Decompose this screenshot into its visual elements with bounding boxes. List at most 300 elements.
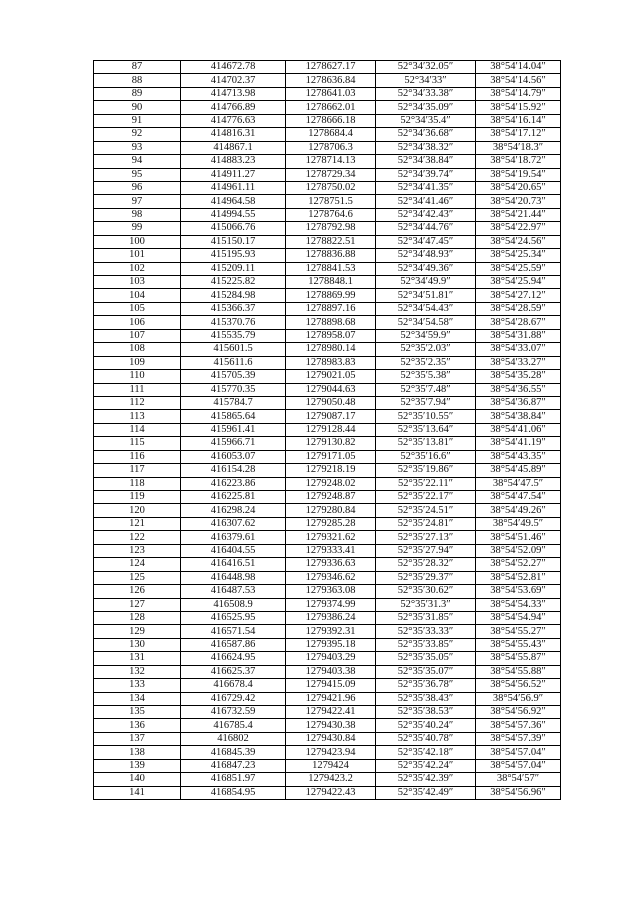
x-coordinate-cell: 416053.07 <box>181 450 286 463</box>
x-coordinate-cell: 415961.41 <box>181 423 286 436</box>
latitude-cell: 52°35′31.85″ <box>376 611 476 624</box>
latitude-cell: 52°35′22.17″ <box>376 491 476 504</box>
table-row <box>94 706 561 719</box>
longitude-cell: 38°54′47.5″ <box>476 477 561 490</box>
x-coordinate-cell: 416223.86 <box>181 477 286 490</box>
point-number-cell: 90 <box>94 101 181 114</box>
latitude-cell: 52°34′54.43″ <box>376 302 476 315</box>
longitude-cell: 38°54′25.34″ <box>476 249 561 262</box>
latitude-cell: 52°35′19.86″ <box>376 464 476 477</box>
latitude-cell: 52°35′35.05″ <box>376 652 476 665</box>
longitude-cell: 38°54′57″ <box>476 773 561 786</box>
point-number-cell: 130 <box>94 638 181 651</box>
latitude-cell: 52°34′36.68″ <box>376 128 476 141</box>
longitude-cell: 38°54′33.07″ <box>476 343 561 356</box>
table-row <box>94 168 561 181</box>
table-row <box>94 464 561 477</box>
longitude-cell: 38°54′17.12″ <box>476 128 561 141</box>
table-row <box>94 141 561 154</box>
table-row <box>94 61 561 74</box>
point-number-cell: 105 <box>94 302 181 315</box>
point-number-cell: 119 <box>94 491 181 504</box>
table-row <box>94 101 561 114</box>
point-number-cell: 106 <box>94 316 181 329</box>
table-row <box>94 370 561 383</box>
table-row <box>94 383 561 396</box>
longitude-cell: 38°54′21.44″ <box>476 208 561 221</box>
table-row <box>94 517 561 530</box>
table-row <box>94 746 561 759</box>
y-coordinate-cell: 1279333.41 <box>286 544 376 557</box>
longitude-cell: 38°54′24.56″ <box>476 235 561 248</box>
longitude-cell: 38°54′47.54″ <box>476 491 561 504</box>
y-coordinate-cell: 1279321.62 <box>286 531 376 544</box>
y-coordinate-cell: 1278751.5 <box>286 195 376 208</box>
longitude-cell: 38°54′14.79″ <box>476 87 561 100</box>
point-number-cell: 134 <box>94 692 181 705</box>
y-coordinate-cell: 1279374.99 <box>286 598 376 611</box>
table-row <box>94 302 561 315</box>
x-coordinate-cell: 415150.17 <box>181 235 286 248</box>
x-coordinate-cell: 416851.97 <box>181 773 286 786</box>
y-coordinate-cell: 1278983.83 <box>286 356 376 369</box>
longitude-cell: 38°54′41.06″ <box>476 423 561 436</box>
x-coordinate-cell: 415370.76 <box>181 316 286 329</box>
point-number-cell: 93 <box>94 141 181 154</box>
longitude-cell: 38°54′15.92″ <box>476 101 561 114</box>
latitude-cell: 52°35′42.18″ <box>376 746 476 759</box>
y-coordinate-cell: 1279392.31 <box>286 625 376 638</box>
table-row <box>94 732 561 745</box>
y-coordinate-cell: 1279423.94 <box>286 746 376 759</box>
table-row <box>94 544 561 557</box>
y-coordinate-cell: 1278636.84 <box>286 74 376 87</box>
point-number-cell: 110 <box>94 370 181 383</box>
latitude-cell: 52°34′38.84″ <box>376 155 476 168</box>
latitude-cell: 52°35′22.11″ <box>376 477 476 490</box>
latitude-cell: 52°34′33″ <box>376 74 476 87</box>
y-coordinate-cell: 1278897.16 <box>286 302 376 315</box>
latitude-cell: 52°35′31.3″ <box>376 598 476 611</box>
x-coordinate-cell: 414911.27 <box>181 168 286 181</box>
latitude-cell: 52°35′13.81″ <box>376 437 476 450</box>
table-row <box>94 558 561 571</box>
x-coordinate-cell: 414702.37 <box>181 74 286 87</box>
x-coordinate-cell: 415705.39 <box>181 370 286 383</box>
x-coordinate-cell: 416225.81 <box>181 491 286 504</box>
x-coordinate-cell: 416625.37 <box>181 665 286 678</box>
table-row <box>94 491 561 504</box>
y-coordinate-cell: 1278848.1 <box>286 276 376 289</box>
y-coordinate-cell: 1278750.02 <box>286 181 376 194</box>
latitude-cell: 52°35′40.24″ <box>376 719 476 732</box>
longitude-cell: 38°54′18.3″ <box>476 141 561 154</box>
table-row <box>94 410 561 423</box>
longitude-cell: 38°54′56.92″ <box>476 706 561 719</box>
x-coordinate-cell: 414766.89 <box>181 101 286 114</box>
longitude-cell: 38°54′25.59″ <box>476 262 561 275</box>
point-number-cell: 109 <box>94 356 181 369</box>
table-row <box>94 477 561 490</box>
x-coordinate-cell: 414776.63 <box>181 114 286 127</box>
point-number-cell: 111 <box>94 383 181 396</box>
point-number-cell: 102 <box>94 262 181 275</box>
longitude-cell: 38°54′25.94″ <box>476 276 561 289</box>
latitude-cell: 52°34′51.81″ <box>376 289 476 302</box>
point-number-cell: 117 <box>94 464 181 477</box>
x-coordinate-cell: 416624.95 <box>181 652 286 665</box>
y-coordinate-cell: 1278729.34 <box>286 168 376 181</box>
table-row <box>94 638 561 651</box>
x-coordinate-cell: 415535.79 <box>181 329 286 342</box>
latitude-cell: 52°34′33.38″ <box>376 87 476 100</box>
longitude-cell: 38°54′56.96″ <box>476 786 561 799</box>
x-coordinate-cell: 414816.31 <box>181 128 286 141</box>
latitude-cell: 52°35′7.48″ <box>376 383 476 396</box>
point-number-cell: 137 <box>94 732 181 745</box>
latitude-cell: 52°35′7.94″ <box>376 396 476 409</box>
table-row <box>94 195 561 208</box>
x-coordinate-cell: 416845.39 <box>181 746 286 759</box>
table-row <box>94 208 561 221</box>
x-coordinate-cell: 415209.11 <box>181 262 286 275</box>
longitude-cell: 38°54′45.89″ <box>476 464 561 477</box>
longitude-cell: 38°54′20.65″ <box>476 181 561 194</box>
y-coordinate-cell: 1279285.28 <box>286 517 376 530</box>
table-row <box>94 437 561 450</box>
longitude-cell: 38°54′22.97″ <box>476 222 561 235</box>
point-number-cell: 122 <box>94 531 181 544</box>
x-coordinate-cell: 416785.4 <box>181 719 286 732</box>
longitude-cell: 38°54′36.87″ <box>476 396 561 409</box>
y-coordinate-cell: 1279430.84 <box>286 732 376 745</box>
longitude-cell: 38°54′43.35″ <box>476 450 561 463</box>
latitude-cell: 52°34′48.93″ <box>376 249 476 262</box>
point-number-cell: 99 <box>94 222 181 235</box>
point-number-cell: 115 <box>94 437 181 450</box>
longitude-cell: 38°54′57.04″ <box>476 759 561 772</box>
longitude-cell: 38°54′33.27″ <box>476 356 561 369</box>
longitude-cell: 38°54′52.09″ <box>476 544 561 557</box>
latitude-cell: 52°35′16.6″ <box>376 450 476 463</box>
table-row <box>94 276 561 289</box>
y-coordinate-cell: 1279346.62 <box>286 571 376 584</box>
x-coordinate-cell: 414713.98 <box>181 87 286 100</box>
coordinates-table-body <box>94 61 561 800</box>
point-number-cell: 133 <box>94 679 181 692</box>
longitude-cell: 38°54′52.27″ <box>476 558 561 571</box>
x-coordinate-cell: 416379.61 <box>181 531 286 544</box>
longitude-cell: 38°54′35.28″ <box>476 370 561 383</box>
longitude-cell: 38°54′20.73″ <box>476 195 561 208</box>
y-coordinate-cell: 1279021.05 <box>286 370 376 383</box>
x-coordinate-cell: 415784.7 <box>181 396 286 409</box>
y-coordinate-cell: 1279128.44 <box>286 423 376 436</box>
latitude-cell: 52°34′44.76″ <box>376 222 476 235</box>
latitude-cell: 52°35′24.81″ <box>376 517 476 530</box>
y-coordinate-cell: 1279087.17 <box>286 410 376 423</box>
latitude-cell: 52°35′35.07″ <box>376 665 476 678</box>
x-coordinate-cell: 414961.11 <box>181 181 286 194</box>
table-row <box>94 128 561 141</box>
y-coordinate-cell: 1278684.4 <box>286 128 376 141</box>
point-number-cell: 108 <box>94 343 181 356</box>
x-coordinate-cell: 415195.93 <box>181 249 286 262</box>
table-row <box>94 585 561 598</box>
table-row <box>94 571 561 584</box>
longitude-cell: 38°54′54.33″ <box>476 598 561 611</box>
y-coordinate-cell: 1279403.29 <box>286 652 376 665</box>
x-coordinate-cell: 416487.53 <box>181 585 286 598</box>
latitude-cell: 52°35′24.51″ <box>376 504 476 517</box>
longitude-cell: 38°54′31.88″ <box>476 329 561 342</box>
coordinates-table <box>93 60 561 800</box>
point-number-cell: 120 <box>94 504 181 517</box>
point-number-cell: 118 <box>94 477 181 490</box>
y-coordinate-cell: 1279171.05 <box>286 450 376 463</box>
point-number-cell: 114 <box>94 423 181 436</box>
point-number-cell: 125 <box>94 571 181 584</box>
table-row <box>94 773 561 786</box>
longitude-cell: 38°54′57.39″ <box>476 732 561 745</box>
latitude-cell: 52°34′54.58″ <box>376 316 476 329</box>
table-row <box>94 665 561 678</box>
longitude-cell: 38°54′28.59″ <box>476 302 561 315</box>
y-coordinate-cell: 1278706.3 <box>286 141 376 154</box>
table-row <box>94 249 561 262</box>
point-number-cell: 135 <box>94 706 181 719</box>
table-row <box>94 316 561 329</box>
latitude-cell: 52°35′2.35″ <box>376 356 476 369</box>
y-coordinate-cell: 1278980.14 <box>286 343 376 356</box>
table-row <box>94 692 561 705</box>
table-row <box>94 114 561 127</box>
x-coordinate-cell: 414867.1 <box>181 141 286 154</box>
point-number-cell: 107 <box>94 329 181 342</box>
latitude-cell: 52°35′38.53″ <box>376 706 476 719</box>
point-number-cell: 127 <box>94 598 181 611</box>
latitude-cell: 52°34′59.9″ <box>376 329 476 342</box>
table-row <box>94 611 561 624</box>
y-coordinate-cell: 1279421.96 <box>286 692 376 705</box>
point-number-cell: 87 <box>94 61 181 74</box>
y-coordinate-cell: 1279415.09 <box>286 679 376 692</box>
table-row <box>94 625 561 638</box>
point-number-cell: 95 <box>94 168 181 181</box>
x-coordinate-cell: 415865.64 <box>181 410 286 423</box>
x-coordinate-cell: 415225.82 <box>181 276 286 289</box>
y-coordinate-cell: 1279218.19 <box>286 464 376 477</box>
x-coordinate-cell: 416508.9 <box>181 598 286 611</box>
point-number-cell: 89 <box>94 87 181 100</box>
y-coordinate-cell: 1278627.17 <box>286 61 376 74</box>
latitude-cell: 52°35′27.94″ <box>376 544 476 557</box>
point-number-cell: 91 <box>94 114 181 127</box>
x-coordinate-cell: 416678.4 <box>181 679 286 692</box>
y-coordinate-cell: 1278841.53 <box>286 262 376 275</box>
table-row <box>94 155 561 168</box>
table-row <box>94 74 561 87</box>
y-coordinate-cell: 1278836.88 <box>286 249 376 262</box>
point-number-cell: 132 <box>94 665 181 678</box>
y-coordinate-cell: 1278869.99 <box>286 289 376 302</box>
longitude-cell: 38°54′38.84″ <box>476 410 561 423</box>
y-coordinate-cell: 1278822.51 <box>286 235 376 248</box>
x-coordinate-cell: 414994.55 <box>181 208 286 221</box>
longitude-cell: 38°54′55.27″ <box>476 625 561 638</box>
point-number-cell: 112 <box>94 396 181 409</box>
y-coordinate-cell: 1279050.48 <box>286 396 376 409</box>
latitude-cell: 52°35′42.24″ <box>376 759 476 772</box>
longitude-cell: 38°54′54.94″ <box>476 611 561 624</box>
x-coordinate-cell: 416802 <box>181 732 286 745</box>
y-coordinate-cell: 1279430.38 <box>286 719 376 732</box>
longitude-cell: 38°54′51.46″ <box>476 531 561 544</box>
longitude-cell: 38°54′49.5″ <box>476 517 561 530</box>
longitude-cell: 38°54′57.04″ <box>476 746 561 759</box>
point-number-cell: 124 <box>94 558 181 571</box>
x-coordinate-cell: 416416.51 <box>181 558 286 571</box>
y-coordinate-cell: 1278666.18 <box>286 114 376 127</box>
point-number-cell: 128 <box>94 611 181 624</box>
latitude-cell: 52°34′35.4″ <box>376 114 476 127</box>
point-number-cell: 113 <box>94 410 181 423</box>
latitude-cell: 52°35′33.85″ <box>376 638 476 651</box>
x-coordinate-cell: 414883.23 <box>181 155 286 168</box>
longitude-cell: 38°54′19.54″ <box>476 168 561 181</box>
table-row <box>94 329 561 342</box>
longitude-cell: 38°54′56.9″ <box>476 692 561 705</box>
latitude-cell: 52°35′5.38″ <box>376 370 476 383</box>
point-number-cell: 141 <box>94 786 181 799</box>
x-coordinate-cell: 416404.55 <box>181 544 286 557</box>
table-row <box>94 450 561 463</box>
longitude-cell: 38°54′53.69″ <box>476 585 561 598</box>
longitude-cell: 38°54′27.12″ <box>476 289 561 302</box>
y-coordinate-cell: 1278662.01 <box>286 101 376 114</box>
x-coordinate-cell: 416448.98 <box>181 571 286 584</box>
x-coordinate-cell: 416307.62 <box>181 517 286 530</box>
latitude-cell: 52°34′32.05″ <box>376 61 476 74</box>
y-coordinate-cell: 1279130.82 <box>286 437 376 450</box>
point-number-cell: 131 <box>94 652 181 665</box>
y-coordinate-cell: 1279422.41 <box>286 706 376 719</box>
point-number-cell: 104 <box>94 289 181 302</box>
y-coordinate-cell: 1278958.07 <box>286 329 376 342</box>
x-coordinate-cell: 415770.35 <box>181 383 286 396</box>
latitude-cell: 52°35′30.62″ <box>376 585 476 598</box>
longitude-cell: 38°54′57.36″ <box>476 719 561 732</box>
latitude-cell: 52°35′29.37″ <box>376 571 476 584</box>
table-row <box>94 759 561 772</box>
x-coordinate-cell: 414964.58 <box>181 195 286 208</box>
point-number-cell: 88 <box>94 74 181 87</box>
point-number-cell: 94 <box>94 155 181 168</box>
latitude-cell: 52°35′27.13″ <box>376 531 476 544</box>
point-number-cell: 97 <box>94 195 181 208</box>
point-number-cell: 92 <box>94 128 181 141</box>
x-coordinate-cell: 416732.59 <box>181 706 286 719</box>
y-coordinate-cell: 1278898.68 <box>286 316 376 329</box>
table-row <box>94 356 561 369</box>
longitude-cell: 38°54′52.81″ <box>476 571 561 584</box>
latitude-cell: 52°35′42.49″ <box>376 786 476 799</box>
table-row <box>94 222 561 235</box>
point-number-cell: 101 <box>94 249 181 262</box>
y-coordinate-cell: 1278714.13 <box>286 155 376 168</box>
x-coordinate-cell: 416729.42 <box>181 692 286 705</box>
longitude-cell: 38°54′55.43″ <box>476 638 561 651</box>
y-coordinate-cell: 1278641.03 <box>286 87 376 100</box>
table-row <box>94 423 561 436</box>
point-number-cell: 129 <box>94 625 181 638</box>
x-coordinate-cell: 416298.24 <box>181 504 286 517</box>
y-coordinate-cell: 1279280.84 <box>286 504 376 517</box>
table-row <box>94 531 561 544</box>
latitude-cell: 52°35′38.43″ <box>376 692 476 705</box>
y-coordinate-cell: 1278792.98 <box>286 222 376 235</box>
table-row <box>94 343 561 356</box>
point-number-cell: 100 <box>94 235 181 248</box>
point-number-cell: 139 <box>94 759 181 772</box>
latitude-cell: 52°34′35.09″ <box>376 101 476 114</box>
y-coordinate-cell: 1279403.38 <box>286 665 376 678</box>
table-row <box>94 289 561 302</box>
latitude-cell: 52°34′41.46″ <box>376 195 476 208</box>
latitude-cell: 52°34′49.36″ <box>376 262 476 275</box>
latitude-cell: 52°35′36.78″ <box>376 679 476 692</box>
y-coordinate-cell: 1279422.43 <box>286 786 376 799</box>
x-coordinate-cell: 415066.76 <box>181 222 286 235</box>
x-coordinate-cell: 416587.86 <box>181 638 286 651</box>
x-coordinate-cell: 415366.37 <box>181 302 286 315</box>
table-row <box>94 598 561 611</box>
longitude-cell: 38°54′55.88″ <box>476 665 561 678</box>
x-coordinate-cell: 416847.23 <box>181 759 286 772</box>
x-coordinate-cell: 416154.28 <box>181 464 286 477</box>
y-coordinate-cell: 1279248.02 <box>286 477 376 490</box>
y-coordinate-cell: 1279395.18 <box>286 638 376 651</box>
x-coordinate-cell: 414672.78 <box>181 61 286 74</box>
table-row <box>94 786 561 799</box>
longitude-cell: 38°54′49.26″ <box>476 504 561 517</box>
latitude-cell: 52°34′41.35″ <box>376 181 476 194</box>
x-coordinate-cell: 415284.98 <box>181 289 286 302</box>
longitude-cell: 38°54′18.72″ <box>476 155 561 168</box>
longitude-cell: 38°54′55.87″ <box>476 652 561 665</box>
y-coordinate-cell: 1279044.63 <box>286 383 376 396</box>
point-number-cell: 126 <box>94 585 181 598</box>
longitude-cell: 38°54′28.67″ <box>476 316 561 329</box>
point-number-cell: 123 <box>94 544 181 557</box>
point-number-cell: 136 <box>94 719 181 732</box>
point-number-cell: 96 <box>94 181 181 194</box>
x-coordinate-cell: 416525.95 <box>181 611 286 624</box>
latitude-cell: 52°35′13.64″ <box>376 423 476 436</box>
point-number-cell: 121 <box>94 517 181 530</box>
longitude-cell: 38°54′56.52″ <box>476 679 561 692</box>
latitude-cell: 52°34′49.9″ <box>376 276 476 289</box>
table-row <box>94 87 561 100</box>
y-coordinate-cell: 1279386.24 <box>286 611 376 624</box>
x-coordinate-cell: 415601.5 <box>181 343 286 356</box>
table-row <box>94 679 561 692</box>
x-coordinate-cell: 416571.54 <box>181 625 286 638</box>
y-coordinate-cell: 1278764.6 <box>286 208 376 221</box>
longitude-cell: 38°54′14.04″ <box>476 61 561 74</box>
y-coordinate-cell: 1279248.87 <box>286 491 376 504</box>
point-number-cell: 140 <box>94 773 181 786</box>
